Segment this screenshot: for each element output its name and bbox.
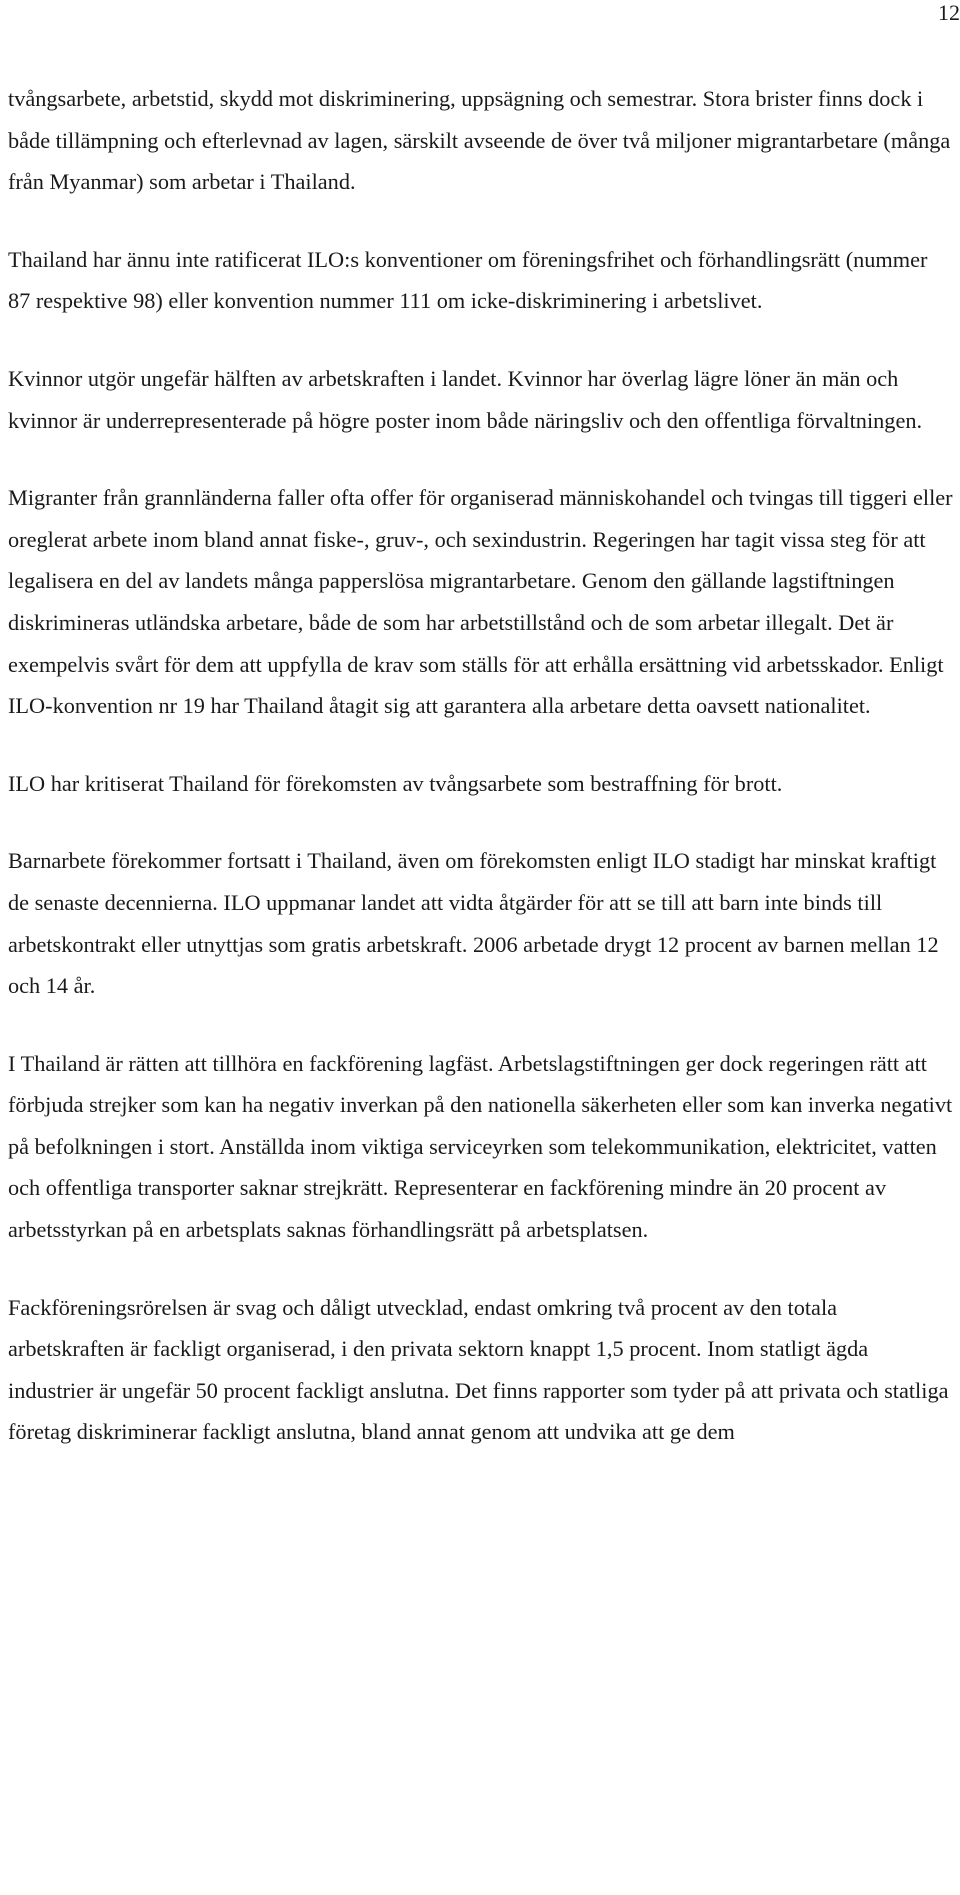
paragraph-6: Barnarbete förekommer fortsatt i Thailand, även om förekomsten enligt ILO stadigt har minskat kraftigt de senaste decennierna. ILO uppmanar landet att vidta åtgärder för att se till att barn inte binds till arbetskontrakt eller utnyttjas som gratis arbetskraft. 2006 arbetade drygt 12 procent av barnen mellan 12 och 14 år.	[8, 848, 939, 999]
paragraph-7: I Thailand är rätten att tillhöra en fackförening lagfäst. Arbetslagstiftningen ger dock regeringen rätt att förbjuda strejker som kan ha negativ inverkan på den nationella säkerheten eller som kan inverka negativt på befolkningen i stort. Anställda inom viktiga serviceyrken som telekommunikation, elektricitet, vatten och offentliga transporter saknar strejkrätt. Representerar en fackförening mindre än 20 procent av arbetsstyrkan på en arbetsplats saknas förhandlingsrätt på arbetsplatsen.	[8, 1050, 953, 1243]
document-body	[8, 78, 953, 1489]
paragraph-2: Thailand har ännu inte ratificerat ILO:s konventioner om föreningsfrihet och förhandlingsrätt (nummer 87 respektive 98) eller konvention nummer 111 om icke-diskriminering i arbetslivet.	[8, 246, 928, 314]
paragraph-3: Kvinnor utgör ungefär hälften av arbetskraften i landet. Kvinnor har överlag lägre löner än män och kvinnor är underrepresenterade på högre poster inom både näringsliv och den offentliga förvaltningen.	[8, 365, 923, 433]
paragraph-5: ILO har kritiserat Thailand för förekomsten av tvångsarbete som bestraffning för brott.	[8, 770, 783, 796]
paragraph-4: Migranter från grannländerna faller ofta offer för organiserad människohandel och tvingas till tiggeri eller oreglerat arbete inom bland annat fiske-, gruv-, och sexindustrin. Regeringen har tagit vissa steg för att legalisera en del av landets många papperslösa migrantarbetare. Genom den gällande lagstiftningen diskrimineras utländska arbetare, både de som har arbetstillstånd och de som arbetar illegalt. Det är exempelvis svårt för dem att uppfylla de krav som ställs för att erhålla ersättning vid arbetsskador. Enligt ILO-konvention nr 19 har Thailand åtagit sig att garantera alla arbetare detta oavsett nationalitet.	[8, 485, 953, 719]
page-number: 12	[938, 0, 960, 25]
paragraph-8: Fackföreningsrörelsen är svag och dåligt utvecklad, endast omkring två procent av den totala arbetskraften är fackligt organiserad, i den privata sektorn knappt 1,5 procent. Inom statligt ägda industrier är ungefär 50 procent fackligt anslutna. Det finns rapporter som tyder på att privata och statliga företag diskriminerar fackligt anslutna, bland annat genom att undvika att ge dem	[8, 1294, 949, 1445]
paragraph-1: tvångsarbete, arbetstid, skydd mot diskriminering, uppsägning och semestrar. Stora brister finns dock i både tillämpning och efterlevnad av lagen, särskilt avseende de över två miljoner migrantarbetare (många från Myanmar) som arbetar i Thailand.	[8, 86, 951, 195]
